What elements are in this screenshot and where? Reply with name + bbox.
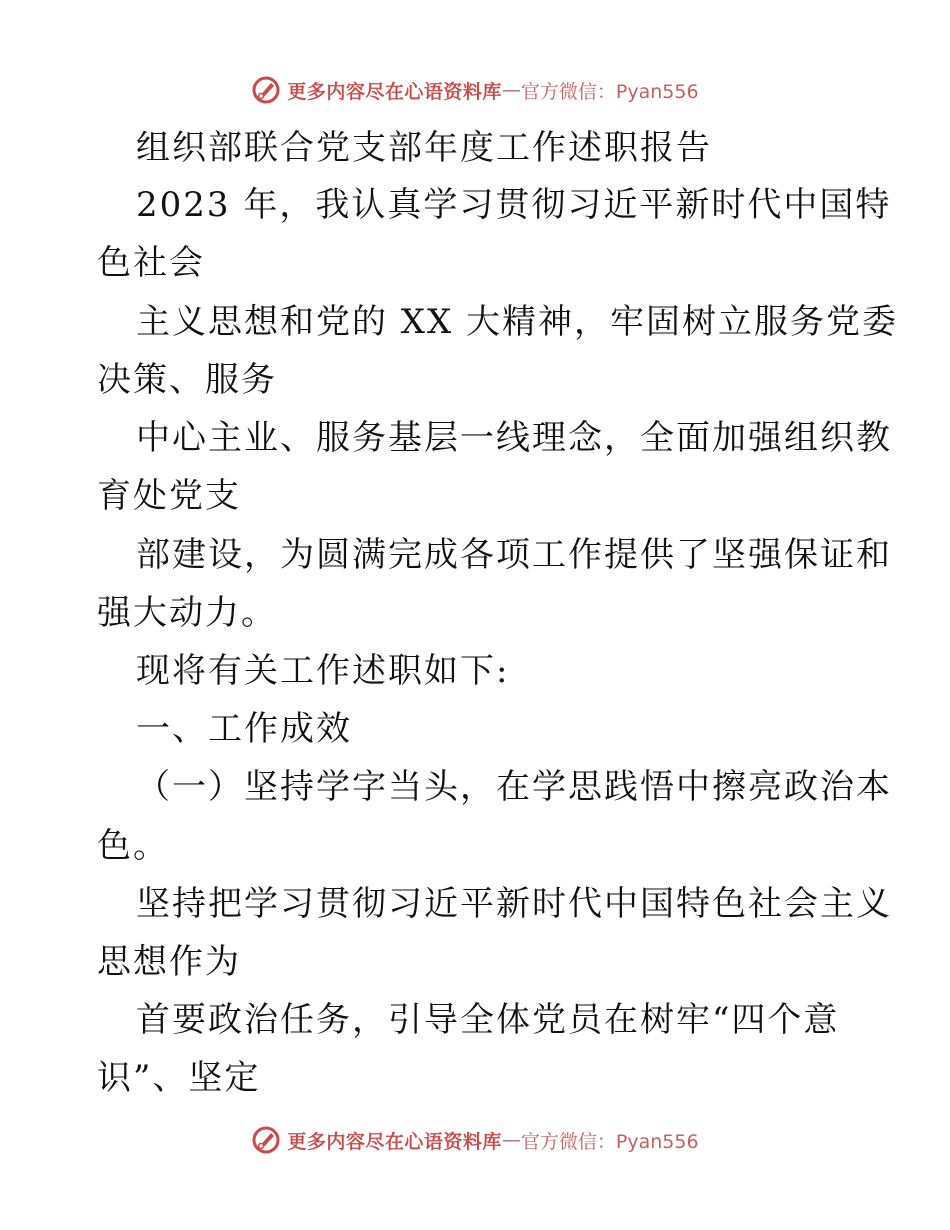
body-line: 部建设，为圆满完成各项工作提供了坚强保证和 [136, 535, 892, 575]
body-line: 首要政治任务，引导全体党员在树牢“四个意 [136, 1000, 840, 1040]
watermark-main-text: 更多内容尽在心语资料库 [287, 80, 502, 103]
footer-watermark [0, 1120, 950, 1160]
header-watermark [0, 70, 950, 110]
watermark-separator: — [501, 1129, 521, 1151]
watermark-contact: 官方微信：Pyan556 [520, 80, 699, 103]
body-line: 识”、坚定 [97, 1058, 261, 1098]
body-line: 色社会 [97, 243, 205, 283]
body-line: 中心主业、服务基层一线理念，全面加强组织教 [136, 418, 892, 458]
body-line: 决策、服务 [97, 360, 277, 400]
body-line: 主义思想和党的 XX 大精神，牢固树立服务党委 [136, 302, 899, 342]
section-heading: 一、工作成效 [136, 709, 352, 749]
document-title: 组织部联合党支部年度工作述职报告 [136, 128, 712, 168]
body-line: 色。 [97, 826, 169, 866]
body-line: 强大动力。 [97, 593, 277, 633]
watermark-contact: 官方微信：Pyan556 [520, 1130, 699, 1153]
watermark-main-text: 更多内容尽在心语资料库 [287, 1130, 502, 1153]
body-line: 坚持把学习贯彻习近平新时代中国特色社会主义 [136, 884, 892, 924]
body-line: 思想作为 [97, 942, 241, 982]
body-line: 育处党支 [97, 476, 241, 516]
logo-icon [251, 1125, 281, 1155]
body-line: 现将有关工作述职如下: [136, 651, 510, 691]
watermark-separator: — [501, 79, 521, 101]
logo-icon [251, 75, 281, 105]
body-line: 2023 年，我认真学习贯彻习近平新时代中国特 [136, 185, 892, 225]
subsection-heading: （一）坚持学字当头，在学思践悟中擦亮政治本 [136, 767, 892, 807]
